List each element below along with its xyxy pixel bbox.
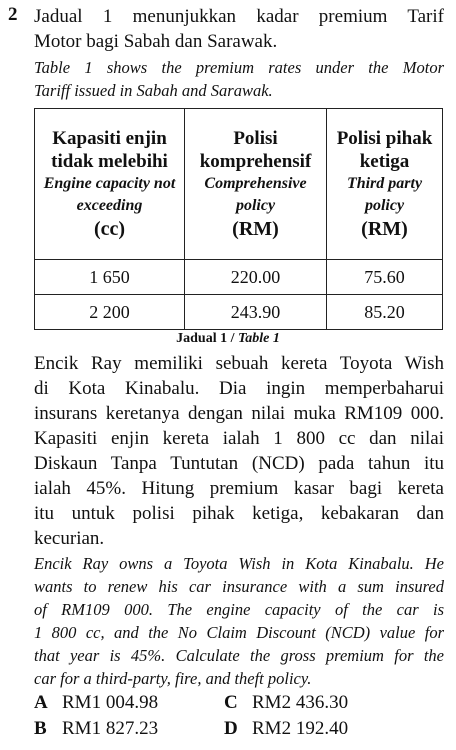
option-value: RM1 004.98 [62,692,159,713]
header-unit: (RM) [361,218,408,240]
body-english-line: wants to renew his car insurance with a sum insured [34,577,444,596]
question-number: 2 [8,4,18,25]
header-unit: (RM) [232,218,279,240]
header-label-en: Engine capacity not exceeding [43,175,176,214]
body-english-line: 1 800 cc, and the No Claim Discount (NCD) value for [34,623,444,642]
header-third-party [327,109,443,260]
header-engine-capacity [35,109,185,260]
option-value: RM2 192.40 [252,718,349,739]
table-cell: 2 200 [35,295,185,330]
header-label-en: Third party policy [346,175,423,214]
header-label-ms: Polisi komprehensif [199,128,312,172]
body-english-line: Encik Ray owns a Toyota Wish in Kota Kinabalu. He [34,554,444,573]
intro-malay-line: Jadual 1 menunjukkan kadar premium Tarif [34,6,444,27]
option-letter: B [34,718,47,739]
table-cell: 1 650 [35,260,185,295]
body-malay-line: insurans keretanya dengan nilai muka RM109 000. [34,403,444,424]
body-malay-line: itu untuk polisi pihak ketiga, kebakaran dan [34,503,444,524]
intro-english-line: Table 1 shows the premium rates under the Motor [34,58,444,77]
table-row [35,295,443,330]
header-label-ms: Kapasiti enjin tidak melebihi [51,128,168,172]
intro-malay-line: Motor bagi Sabah dan Sarawak. [34,31,278,52]
body-malay-line: kecurian. [34,528,105,549]
option-letter: D [224,718,238,739]
header-label-en: Comprehensive policy [204,175,307,214]
header-label-ms: Polisi pihak ketiga [336,128,433,172]
option-value: RM2 436.30 [252,692,349,713]
intro-english-line: Tariff issued in Sabah and Sarawak. [34,81,273,100]
premium-rates-table [34,108,443,330]
table-caption [0,331,456,347]
body-english-line: car for a third-party, fire, and theft policy. [34,669,312,688]
table-cell: 243.90 [185,295,327,330]
option-d[interactable] [224,716,348,742]
option-a[interactable] [34,690,158,716]
option-value: RM1 827.23 [62,718,159,739]
body-malay [34,351,444,551]
body-english-line: that year is 45%. Calculate the gross premium for the [34,646,444,665]
option-letter: A [34,692,48,713]
body-english-line: of RM109 000. The engine capacity of the car is [34,600,444,619]
option-letter: C [224,692,238,713]
body-english [34,552,444,690]
table-row [35,260,443,295]
header-comprehensive [185,109,327,260]
table-cell: 75.60 [327,260,443,295]
intro-english [34,56,444,102]
intro-malay [34,4,444,54]
header-unit: (cc) [93,218,126,240]
body-malay-line: Kapasiti enjin kereta ialah 1 800 cc dan nilai [34,428,444,449]
table-header-row [35,109,443,260]
option-b[interactable] [34,716,158,742]
body-malay-line: Diskaun Tanpa Tuntutan (NCD) pada tahun itu [34,453,444,474]
body-malay-line: ialah 45%. Hitung premium kasar bagi kereta [34,478,444,499]
table-caption-en: Table 1 [237,331,280,346]
table-caption-ms: Jadual 1 / [176,331,238,346]
table-cell: 85.20 [327,295,443,330]
option-c[interactable] [224,690,348,716]
body-malay-line: di Kota Kinabalu. Dia ingin memperbaharui [34,378,444,399]
table-cell: 220.00 [185,260,327,295]
body-malay-line: Encik Ray memiliki sebuah kereta Toyota Wish [34,353,444,374]
